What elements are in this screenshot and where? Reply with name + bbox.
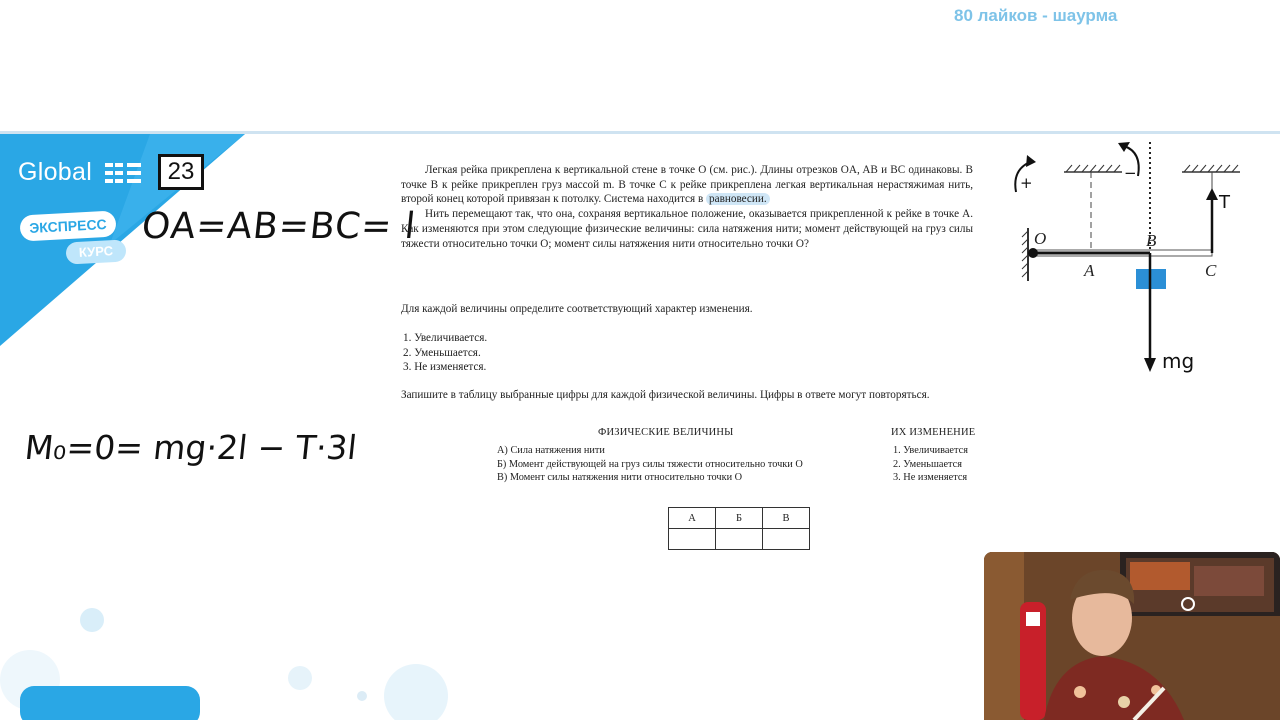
- highlight-equilibrium: равновесии.: [706, 193, 770, 205]
- pivot-o: [1028, 248, 1038, 258]
- problem-paragraph-1: Легкая рейка прикреплена к вертикальной стене в точке O (см. рис.). Длины отрезков OA, AB и BC одинаковы. В точке B к рейке прикреплен груз массой m. В точке C к рейке прикреплена легкая вертикальная нерастяжимая нить, второй конец которой привязан к потолку. Система находится в равновесии.: [401, 164, 973, 206]
- label-mg: mg: [1162, 349, 1195, 373]
- quantity-item: Б) Момент действующей на груз силы тяжести относительно точки O: [497, 458, 803, 470]
- problem-paragraph-2: Нить перемещают так, что она, сохраняя вертикальное положение, оказывается прикрепленной к рейке в точке A. Как изменяются при этом следующие физические величины: сила натяжения нити; момент действующей на груз силы тяжести относительно точки O; момент силы натяжения нити относительно точки O?: [401, 208, 973, 250]
- change-item: 2. Уменьшается: [893, 458, 962, 470]
- answer-cell-b[interactable]: [716, 529, 763, 550]
- express-pill: ЭКСПРЕСС: [19, 211, 116, 242]
- label-plus: +: [1020, 174, 1033, 192]
- answer-header-v: В: [763, 508, 810, 529]
- change-item: 3. Не изменяется: [893, 472, 968, 484]
- label-t: T: [1219, 192, 1230, 213]
- promo-text: 80 лайков - шаурма: [954, 6, 1118, 25]
- answer-cell-a[interactable]: [669, 529, 716, 550]
- label-b: B: [1146, 231, 1157, 250]
- webcam-video: [984, 552, 1280, 720]
- quantity-item: А) Сила натяжения нити: [497, 445, 605, 456]
- decorative-circles: [0, 560, 460, 720]
- physics-diagram: [1000, 136, 1260, 396]
- instruction-text: Для каждой величины определите соответствующий характер изменения.: [401, 303, 753, 315]
- option-item: 2. Уменьшается.: [403, 346, 481, 359]
- logo-grid-icon: [105, 161, 143, 187]
- label-a: A: [1084, 261, 1095, 280]
- options-list: [403, 331, 487, 375]
- answer-header-a: А: [669, 508, 716, 529]
- change-item: 1. Увеличивается: [893, 445, 968, 456]
- problem-text: [401, 163, 973, 251]
- handwritten-moment-equation: M₀=0= mg·2l − T·3l: [22, 428, 359, 467]
- task-number-box: 23: [158, 154, 204, 190]
- changes-header: ИХ ИЗМЕНЕНИЕ: [891, 427, 976, 438]
- course-pill: КУРС: [65, 239, 126, 264]
- quantities-header: ФИЗИЧЕСКИЕ ВЕЛИЧИНЫ: [598, 427, 734, 438]
- answer-table: [668, 507, 810, 550]
- answer-header-b: Б: [716, 508, 763, 529]
- answer-cell-v[interactable]: [763, 529, 810, 550]
- label-c: C: [1205, 261, 1217, 280]
- changes-list: [893, 444, 968, 485]
- quantity-item: В) Момент силы натяжения нити относительно точки O: [497, 472, 743, 484]
- option-item: 3. Не изменяется.: [403, 361, 487, 374]
- quantities-list: [497, 444, 803, 485]
- option-item: 1. Увеличивается.: [403, 332, 488, 344]
- label-o: O: [1034, 229, 1047, 248]
- handwritten-equal-lengths: OA=AB=BC= l: [139, 206, 418, 247]
- logo-text: Global: [18, 158, 93, 186]
- instruction-text-2: Запишите в таблицу выбранные цифры для каждой физической величины. Цифры в ответе могут повторяться.: [401, 389, 930, 401]
- label-minus: −: [1124, 164, 1137, 182]
